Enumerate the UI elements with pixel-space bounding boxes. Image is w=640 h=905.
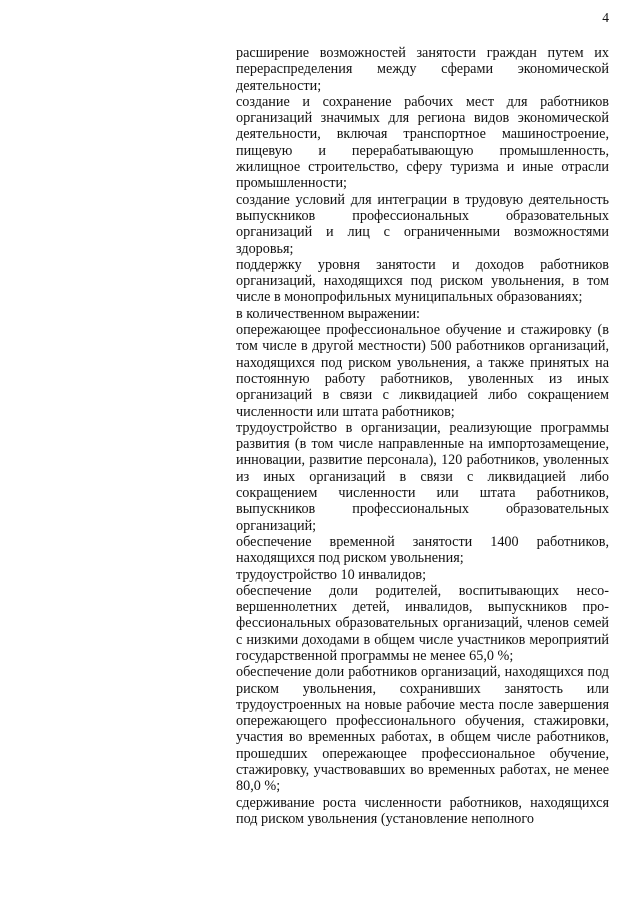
paragraph-11: обеспечение доли работников организаций, находящихся под риском увольнения, сохранивших занятость или трудоустроенных на новые рабочие места после завершения опережающего профессионального обучения, стажировки, участия во временных работах, в общем числе работников, прошедших опережающее профессиональное обучение, стажировку, участвовавших во временных работах, не менее 80,0 %; bbox=[236, 664, 609, 795]
paragraph-9: трудоустройство 10 инвалидов; bbox=[236, 566, 427, 583]
paragraph-6: опережающее профессиональное обучение и стажировку (в том числе в другой местности) 500 работников организаций, находящихся под риском увольнения, а также принятых на постоянную работу работников, уволенных из иных организаций в связи с ликвидацией либо сокращением численности или штата работников; bbox=[236, 322, 609, 420]
document-body bbox=[236, 45, 609, 827]
paragraph-2: создание и сохранение рабочих мест для работников организаций значимых для региона видов экономической деятельности, включая транспортное машиностроение, пищевую и перерабатывающую промышленность, жилищное строительство, сферу туризма и иные отрасли промышленности; bbox=[236, 93, 609, 192]
paragraph-7: трудоустройство в организации, реализующие программы развития (в том числе направленные на импортозамещение, инновации, развитие персонала), 120 работников, уволенных из иных организаций в связи с ликвидацией либо сокращением численности или штата работников, выпускников профессиональных образовательных организаций; bbox=[236, 419, 609, 534]
paragraph-1: расширение возможностей занятости граждан путем их перераспределения между сферами экономической деятельности; bbox=[236, 45, 609, 94]
paragraph-3: создание условий для интеграции в трудовую деятельность выпускников профессиональных образовательных организаций и лиц с ограниченными возможностями здоровья; bbox=[236, 191, 609, 257]
page-number: 4 bbox=[602, 10, 609, 25]
paragraph-10: обеспечение доли родителей, воспитывающих несовершеннолетних детей, инвалидов, выпускников профессиональных образовательных организаций, членов семей с низкими доходами в общем числе участников мероприятий государственной программы не менее 65,0 %; bbox=[236, 582, 609, 664]
paragraph-4: поддержку уровня занятости и доходов работников организаций, находящихся под риском увольнения, в том числе в монопрофильных муниципальных образованиях; bbox=[236, 256, 609, 306]
paragraph-8: обеспечение временной занятости 1400 работников, находящихся под риском увольнения; bbox=[236, 533, 609, 567]
paragraph-12: сдерживание роста численности работников, находящихся под риском увольнения (установление неполного bbox=[236, 794, 609, 827]
paragraph-5: в количественном выражении: bbox=[236, 305, 420, 322]
